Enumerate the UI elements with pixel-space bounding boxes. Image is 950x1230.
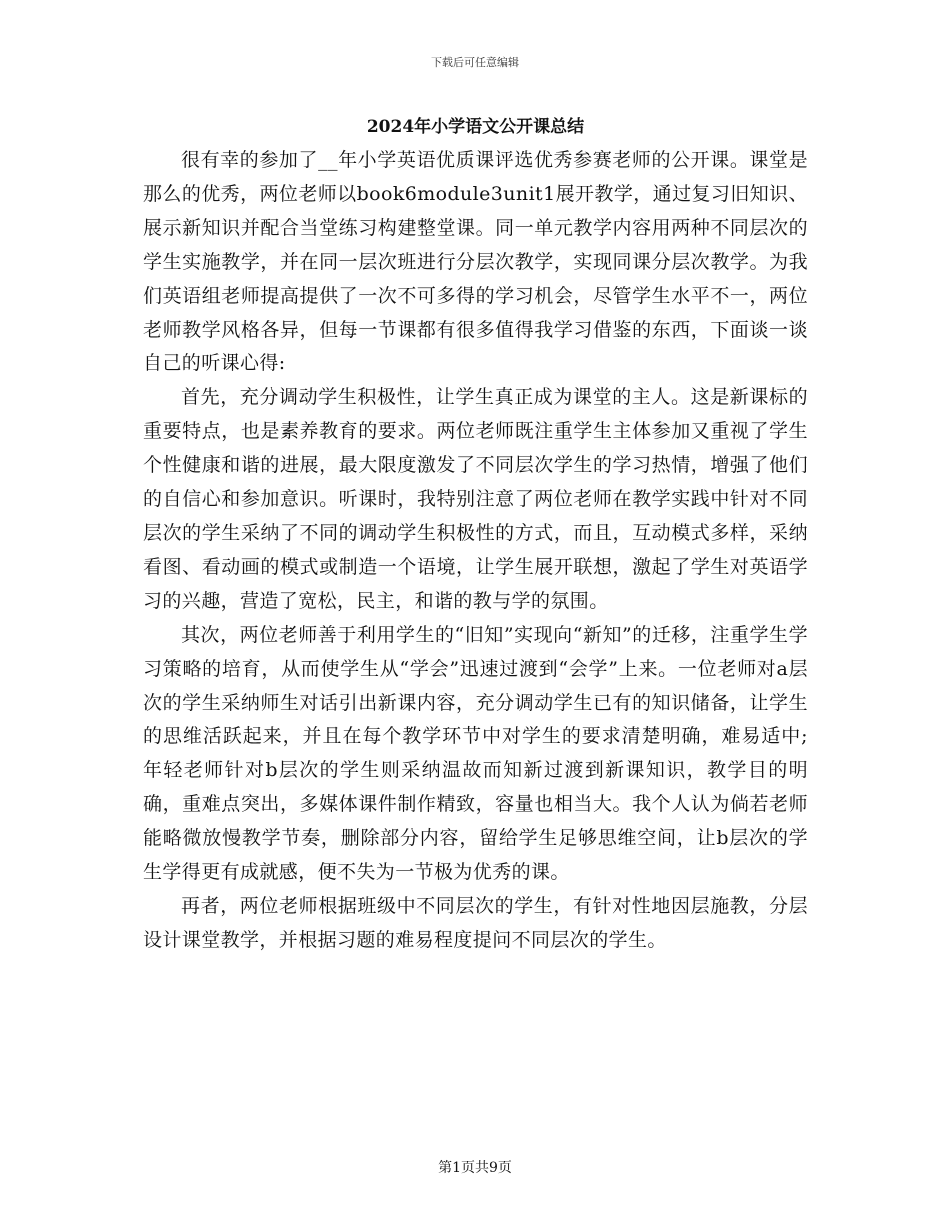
paragraph-third: 再者，两位老师根据班级中不同层次的学生，有针对性地因层施教，分层设计课堂教学，并根据习题的难易程度提问不同层次的学生。 <box>143 894 808 951</box>
page-header: 下载后可任意编辑 <box>431 56 519 69</box>
document-title: 2024年小学语文公开课总结 <box>366 117 585 137</box>
page-footer: 第1页共9页 <box>438 1160 512 1176</box>
paragraph-second: 其次，两位老师善于利用学生的“旧知”实现向“新知”的迁移，注重学生学习策略的培育，从而使学生从“学会”迅速过渡到“会学”上来。一位老师对a层次的学生采纳师生对话引出新课内容，充分调动学生已有的知识储备，让学生的思维活跃起来，并且在每个教学环节中对学生的要求清楚明确，难易适中;年轻老师针对b层次的学生则采纳温故而知新过渡到新课知识，教学目的明确，重难点突出，多媒体课件制作精致，容量也相当大。我个人认为倘若老师能略微放慢教学节奏，删除部分内容，留给学生足够思维空间，让b层次的学生学得更有成就感，便不失为一节极为优秀的课。 <box>143 623 808 884</box>
paragraph-first: 首先，充分调动学生积极性，让学生真正成为课堂的主人。这是新课标的重要特点，也是素养教育的要求。两位老师既注重学生主体参加又重视了学生个性健康和谐的进展，最大限度激发了不同层次学生的学习热情，增强了他们的自信心和参加意识。听课时，我特别注意了两位老师在教学实践中针对不同层次的学生采纳了不同的调动学生积极性的方式，而且，互动模式多样，采纳看图、看动画的模式或制造一个语境，让学生展开联想，激起了学生对英语学习的兴趣，营造了宽松，民主，和谐的教与学的氛围。 <box>143 386 808 612</box>
paragraph-intro: 很有幸的参加了__年小学英语优质课评选优秀参赛老师的公开课。课堂是那么的优秀，两位老师以book6module3unit1展开教学，通过复习旧知识、展示新知识并配合当堂练习构建整堂课。同一单元教学内容用两种不同层次的学生实施教学，并在同一层次班进行分层次教学，实现同课分层次教学。为我们英语组老师提高提供了一次不可多得的学习机会，尽管学生水平不一，两位老师教学风格各异，但每一节课都有很多值得我学习借鉴的东西，下面谈一谈自己的听课心得: <box>143 149 808 375</box>
document-body <box>143 112 808 958</box>
